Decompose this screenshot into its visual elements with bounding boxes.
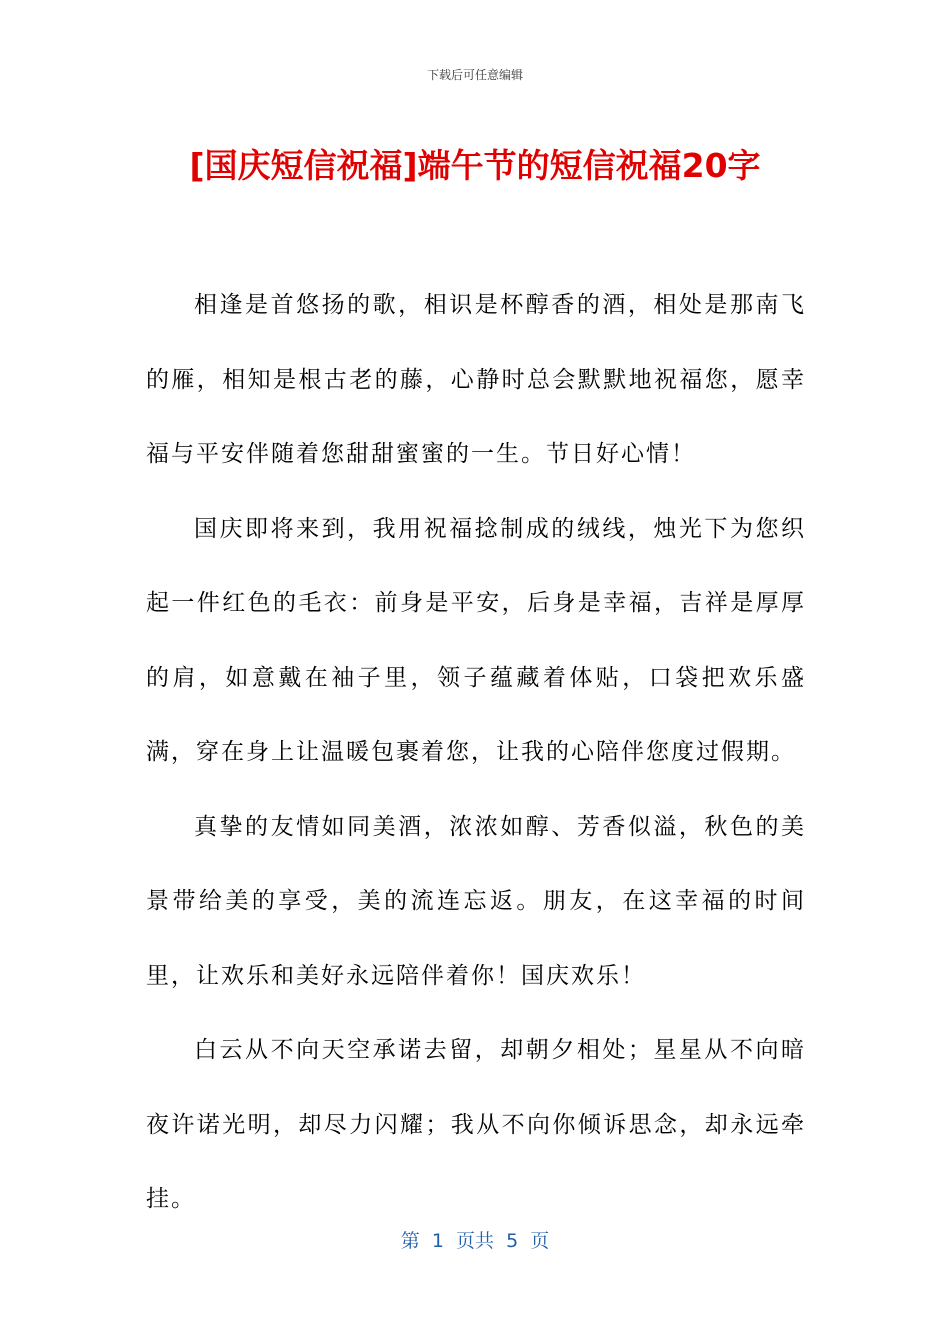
paragraph-1: 相逢是首悠扬的歌，相识是杯醇香的酒，相处是那南飞的雁，相知是根古老的藤，心静时总会默默地祝福您，愿幸福与平安伴随着您甜甜蜜蜜的一生。节日好心情！ xyxy=(146,292,806,467)
paragraph-2: 国庆即将来到，我用祝福捻制成的绒线，烛光下为您织起一件红色的毛衣：前身是平安，后身是幸福，吉祥是厚厚的肩，如意戴在袖子里，领子蕴藏着体贴，口袋把欢乐盛满，穿在身上让温暖包裹着您，让我的心陪伴您度过假期。 xyxy=(146,515,806,765)
paragraph-4: 白云从不向天空承诺去留，却朝夕相处；星星从不向暗夜许诺光明，却尽力闪耀；我从不向你倾诉思念，却永远牵挂。 xyxy=(146,1037,806,1212)
page-number-footer: 第 1 页共 5 页 xyxy=(400,1230,550,1252)
paragraph-3: 真挚的友情如同美酒，浓浓如醇、芳香似溢，秋色的美景带给美的享受，美的流连忘返。朋友，在这幸福的时间里，让欢乐和美好永远陪伴着你！国庆欢乐！ xyxy=(146,813,806,989)
document-title: [国庆短信祝福]端午节的短信祝福20字 xyxy=(189,146,761,185)
document-body xyxy=(146,268,806,1237)
page-header-note: 下载后可任意编辑 xyxy=(426,68,523,82)
